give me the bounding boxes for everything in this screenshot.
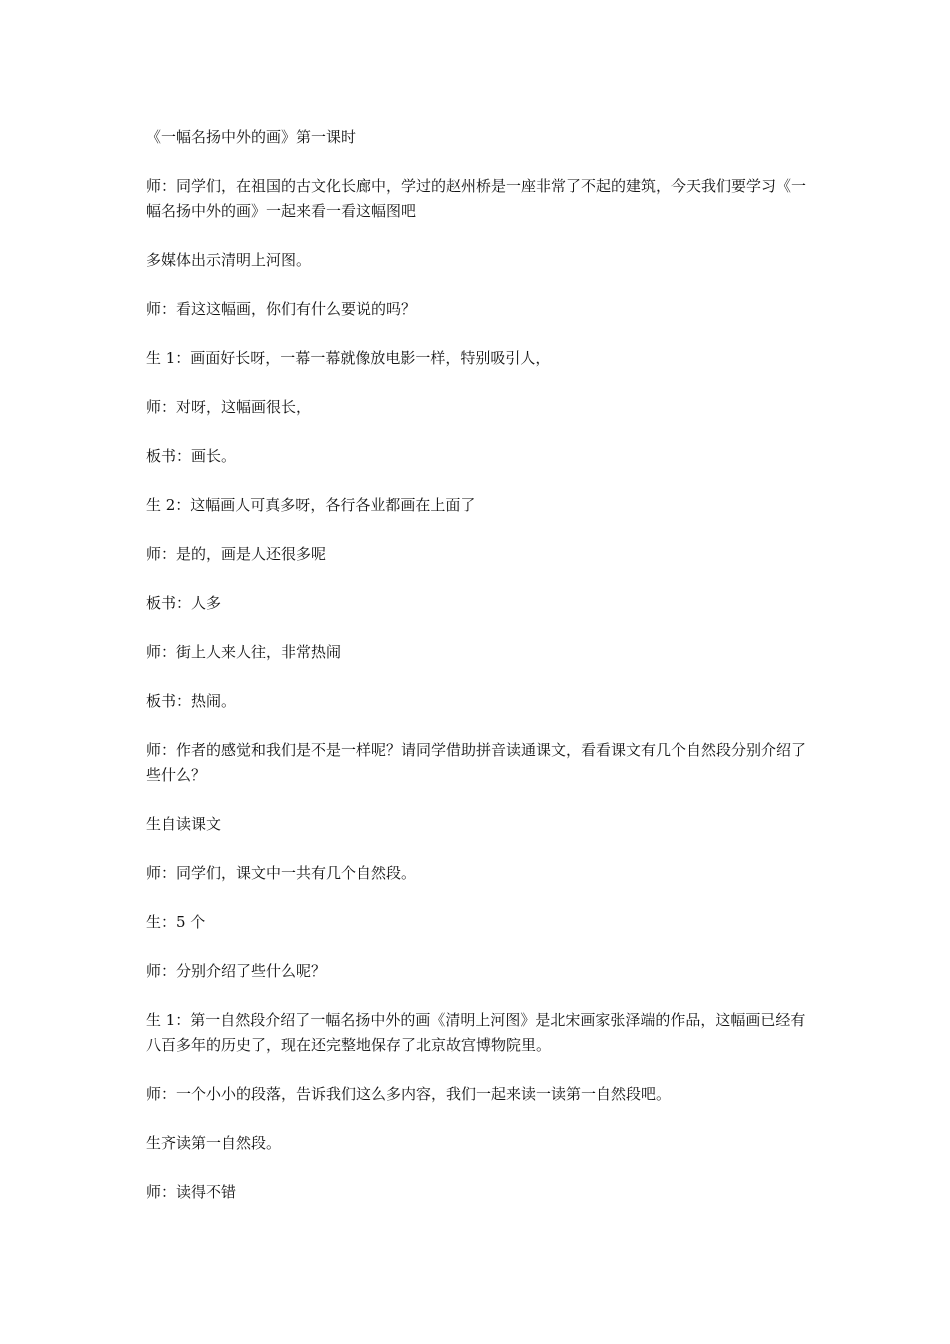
paragraph: 师：是的，画是人还很多呢: [146, 545, 327, 563]
paragraph: 生自读课文: [146, 815, 222, 833]
paragraph: 师：同学们，课文中一共有几个自然段。: [146, 864, 417, 882]
paragraph: 师：同学们，在祖国的古文化长廊中，学过的赵州桥是一座非常了不起的建筑，今天我们要学习《一幅名扬中外的画》一起来看一看这幅图吧: [146, 177, 807, 220]
paragraph: 师：街上人来人往，非常热闹: [146, 643, 342, 661]
paragraph: 生 1：画面好长呀，一幕一幕就像放电影一样，特别吸引人，: [146, 349, 551, 367]
paragraph: 师：对呀，这幅画很长，: [146, 398, 312, 416]
paragraph: 师：作者的感觉和我们是不是一样呢？请同学借助拼音读通课文，看看课文有几个自然段分别介绍了些什么？: [146, 741, 807, 784]
paragraph: 多媒体出示清明上河图。: [146, 251, 312, 269]
paragraph: 生 1：第一自然段介绍了一幅名扬中外的画《清明上河图》是北宋画家张泽端的作品，这幅画已经有八百多年的历史了，现在还完整地保存了北京故宫博物院里。: [146, 1011, 806, 1054]
paragraph: 板书：热闹。: [146, 692, 237, 710]
document-title: 《一幅名扬中外的画》第一课时: [146, 128, 357, 146]
paragraph: 师：看这这幅画，你们有什么要说的吗？: [146, 300, 417, 318]
paragraph: 生 2：这幅画人可真多呀，各行各业都画在上面了: [146, 496, 476, 514]
paragraph: 师：一个小小的段落，告诉我们这么多内容，我们一起来读一读第一自然段吧。: [146, 1085, 672, 1103]
document-page: [146, 125, 810, 1229]
paragraph: 师：分别介绍了些什么呢？: [146, 962, 327, 980]
paragraph: 板书：人多: [146, 594, 222, 612]
paragraph: 师：读得不错: [146, 1183, 237, 1201]
paragraph: 生：5 个: [146, 913, 206, 931]
paragraph: 生齐读第一自然段。: [146, 1134, 282, 1152]
paragraph: 板书：画长。: [146, 447, 237, 465]
